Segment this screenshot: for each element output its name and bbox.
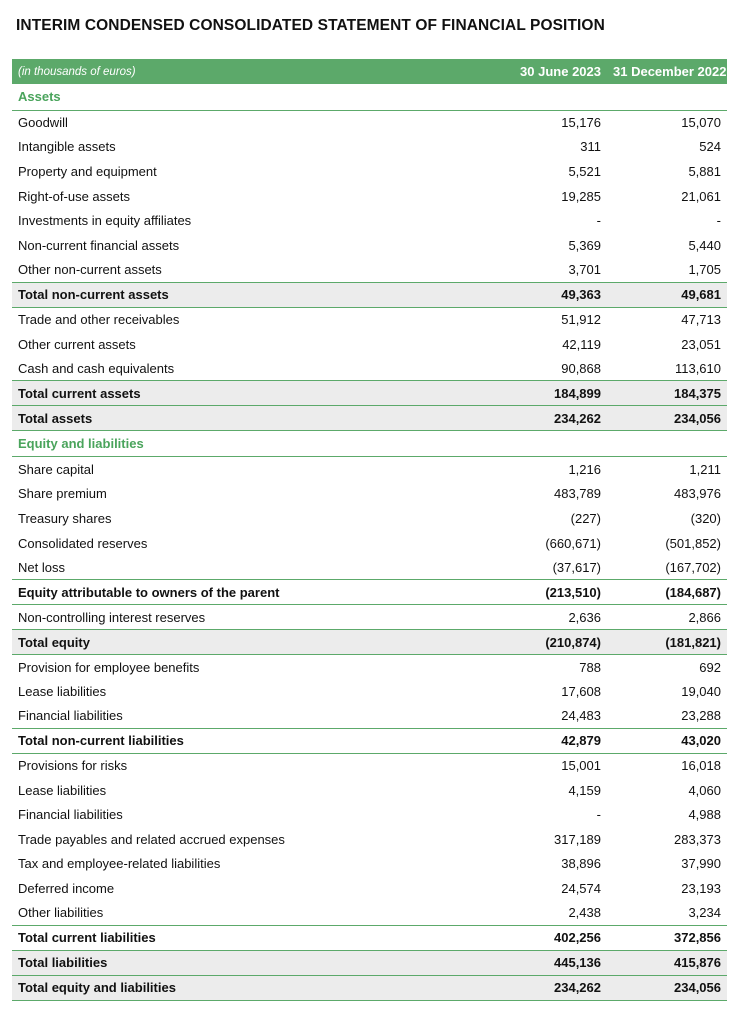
value-30-june-2023: 17,608	[561, 683, 601, 699]
row-label: Share premium	[18, 486, 107, 502]
value-31-december-2022: 3,234	[688, 905, 721, 921]
row-label: Lease liabilities	[18, 683, 107, 699]
table-row	[12, 655, 727, 680]
total-row	[12, 282, 727, 307]
row-label: Trade payables and related accrued expenses	[18, 831, 285, 847]
value-30-june-2023: (660,671)	[545, 535, 601, 551]
value-31-december-2022	[607, 431, 727, 457]
table-row	[12, 332, 727, 357]
value-31-december-2022: 16,018	[681, 758, 721, 774]
value-30-june-2023: 311	[580, 139, 601, 155]
value-31-december-2022: 1,211	[689, 461, 721, 477]
row-label: Other current assets	[18, 336, 136, 352]
row-label: Total equity and liabilities	[12, 975, 487, 1000]
row-label: Financial liabilities	[18, 708, 123, 724]
table-row	[12, 753, 727, 778]
value-31-december-2022: (184,687)	[607, 580, 727, 605]
table-row	[12, 901, 727, 926]
value-31-december-2022: 184,375	[607, 381, 727, 406]
value-30-june-2023: (227)	[570, 510, 601, 526]
value-30-june-2023: 42,879	[487, 728, 607, 753]
value-31-december-2022: 47,713	[681, 312, 721, 328]
value-31-december-2022: 2,866	[688, 609, 721, 625]
table-row	[12, 506, 727, 531]
row-label: Goodwill	[18, 115, 68, 131]
value-31-december-2022	[607, 84, 727, 110]
row-label: Total equity	[12, 630, 487, 655]
value-30-june-2023: 24,574	[561, 881, 601, 897]
value-31-december-2022: 5,881	[688, 163, 721, 179]
row-label: Trade and other receivables	[18, 312, 180, 328]
row-label: Financial liabilities	[18, 807, 123, 823]
row-label: Total non-current assets	[12, 282, 487, 307]
value-30-june-2023: 234,262	[487, 406, 607, 431]
value-31-december-2022: 37,990	[681, 856, 721, 872]
row-label: Share capital	[18, 461, 94, 477]
table-row	[12, 208, 727, 233]
value-31-december-2022: 23,051	[681, 336, 721, 352]
row-label: Provision for employee benefits	[18, 659, 200, 675]
row-label: Non-controlling interest reserves	[18, 609, 206, 625]
subtotal-row	[12, 728, 727, 753]
value-31-december-2022: (181,821)	[607, 630, 727, 655]
table-header-row	[12, 59, 727, 84]
value-31-december-2022: 23,193	[681, 881, 721, 897]
value-31-december-2022: 5,440	[688, 237, 721, 253]
value-31-december-2022: (501,852)	[665, 535, 721, 551]
row-label: Deferred income	[18, 881, 115, 897]
value-30-june-2023: 788	[579, 659, 601, 675]
value-30-june-2023: 5,521	[568, 163, 601, 179]
table-row	[12, 135, 727, 160]
value-30-june-2023: (213,510)	[487, 580, 607, 605]
row-label: Assets	[12, 84, 487, 110]
value-31-december-2022: 415,876	[607, 950, 727, 975]
subtotal-row	[12, 925, 727, 950]
financial-position-table	[12, 59, 727, 1001]
value-30-june-2023	[487, 431, 607, 457]
table-body	[12, 84, 727, 1000]
value-30-june-2023: 15,176	[561, 115, 601, 131]
value-30-june-2023: 15,001	[561, 758, 601, 774]
value-30-june-2023: 1,216	[568, 461, 601, 477]
value-31-december-2022: 692	[699, 659, 721, 675]
value-30-june-2023: (210,874)	[487, 630, 607, 655]
row-label: Total assets	[12, 406, 487, 431]
table-row	[12, 876, 727, 901]
total-row	[12, 630, 727, 655]
column-header-31-december-2022: 31 December 2022	[613, 64, 727, 79]
value-31-december-2022: 483,976	[674, 486, 721, 502]
row-label: Total current assets	[12, 381, 487, 406]
value-30-june-2023: 2,636	[568, 609, 601, 625]
value-31-december-2022: 4,060	[688, 782, 721, 798]
value-30-june-2023: 19,285	[561, 188, 601, 204]
value-31-december-2022: 234,056	[607, 975, 727, 1000]
table-row	[12, 258, 727, 283]
value-30-june-2023: 2,438	[568, 905, 601, 921]
table-row	[12, 605, 727, 630]
row-label: Treasury shares	[18, 510, 112, 526]
table-row	[12, 233, 727, 258]
row-label: Lease liabilities	[18, 782, 107, 798]
table-row	[12, 482, 727, 507]
row-label: Other non-current assets	[18, 262, 162, 278]
value-31-december-2022: 524	[699, 139, 721, 155]
row-label: Net loss	[18, 559, 65, 575]
row-label: Provisions for risks	[18, 758, 128, 774]
total-row	[12, 975, 727, 1000]
unit-label: (in thousands of euros)	[18, 65, 136, 78]
value-30-june-2023: 4,159	[568, 782, 601, 798]
table-row	[12, 159, 727, 184]
table-row	[12, 679, 727, 704]
value-30-june-2023: 184,899	[487, 381, 607, 406]
total-row	[12, 950, 727, 975]
value-31-december-2022: 49,681	[607, 282, 727, 307]
value-31-december-2022: 4,988	[688, 807, 721, 823]
table-row	[12, 531, 727, 556]
value-30-june-2023: (37,617)	[552, 559, 601, 575]
row-label: Equity and liabilities	[12, 431, 487, 457]
value-31-december-2022: 234,056	[607, 406, 727, 431]
row-label: Investments in equity affiliates	[18, 213, 192, 229]
value-30-june-2023: 5,369	[568, 237, 601, 253]
value-30-june-2023: 402,256	[487, 925, 607, 950]
section-header-row	[12, 431, 727, 457]
value-30-june-2023: 24,483	[561, 708, 601, 724]
total-row	[12, 406, 727, 431]
value-30-june-2023: -	[596, 213, 601, 229]
value-31-december-2022: 1,705	[688, 262, 721, 278]
row-label: Total current liabilities	[12, 925, 487, 950]
row-label: Total non-current liabilities	[12, 728, 487, 753]
table-row	[12, 184, 727, 209]
row-label: Cash and cash equivalents	[18, 360, 175, 376]
row-label: Consolidated reserves	[18, 535, 148, 551]
value-30-june-2023: 38,896	[561, 856, 601, 872]
value-30-june-2023: 483,789	[554, 486, 601, 502]
section-header-row	[12, 84, 727, 110]
row-label: Other liabilities	[18, 905, 104, 921]
table-row	[12, 704, 727, 729]
value-31-december-2022: -	[716, 213, 721, 229]
value-31-december-2022: 21,061	[681, 188, 721, 204]
table-row	[12, 457, 727, 482]
row-label: Equity attributable to owners of the parent	[12, 580, 487, 605]
value-30-june-2023: -	[596, 807, 601, 823]
row-label: Tax and employee-related liabilities	[18, 856, 221, 872]
value-30-june-2023: 49,363	[487, 282, 607, 307]
value-31-december-2022: 43,020	[607, 728, 727, 753]
subtotal-row	[12, 580, 727, 605]
value-30-june-2023: 90,868	[561, 360, 601, 376]
table-row	[12, 356, 727, 381]
table-row	[12, 827, 727, 852]
table-row	[12, 802, 727, 827]
value-31-december-2022: (167,702)	[665, 559, 721, 575]
value-31-december-2022: 113,610	[674, 360, 721, 376]
table-row	[12, 555, 727, 580]
value-30-june-2023: 445,136	[487, 950, 607, 975]
row-label: Non-current financial assets	[18, 237, 180, 253]
value-31-december-2022: 23,288	[681, 708, 721, 724]
value-31-december-2022: 15,070	[681, 115, 721, 131]
table-row	[12, 307, 727, 332]
row-label: Total liabilities	[12, 950, 487, 975]
value-31-december-2022: (320)	[690, 510, 721, 526]
row-label: Intangible assets	[18, 139, 116, 155]
value-30-june-2023: 42,119	[562, 336, 601, 352]
value-31-december-2022: 372,856	[607, 925, 727, 950]
table-row	[12, 778, 727, 803]
row-label: Right-of-use assets	[18, 188, 130, 204]
column-header-30-june-2023: 30 June 2023	[520, 64, 601, 79]
table-row	[12, 852, 727, 877]
row-label: Property and equipment	[18, 163, 157, 179]
statement-title: INTERIM CONDENSED CONSOLIDATED STATEMENT OF FINANCIAL POSITION	[16, 17, 605, 34]
value-30-june-2023: 234,262	[487, 975, 607, 1000]
value-30-june-2023: 3,701	[568, 262, 601, 278]
value-31-december-2022: 19,040	[681, 683, 721, 699]
value-30-june-2023	[487, 84, 607, 110]
table-row	[12, 110, 727, 135]
value-30-june-2023: 317,189	[554, 831, 601, 847]
value-30-june-2023: 51,912	[561, 312, 601, 328]
value-31-december-2022: 283,373	[674, 831, 721, 847]
total-row	[12, 381, 727, 406]
